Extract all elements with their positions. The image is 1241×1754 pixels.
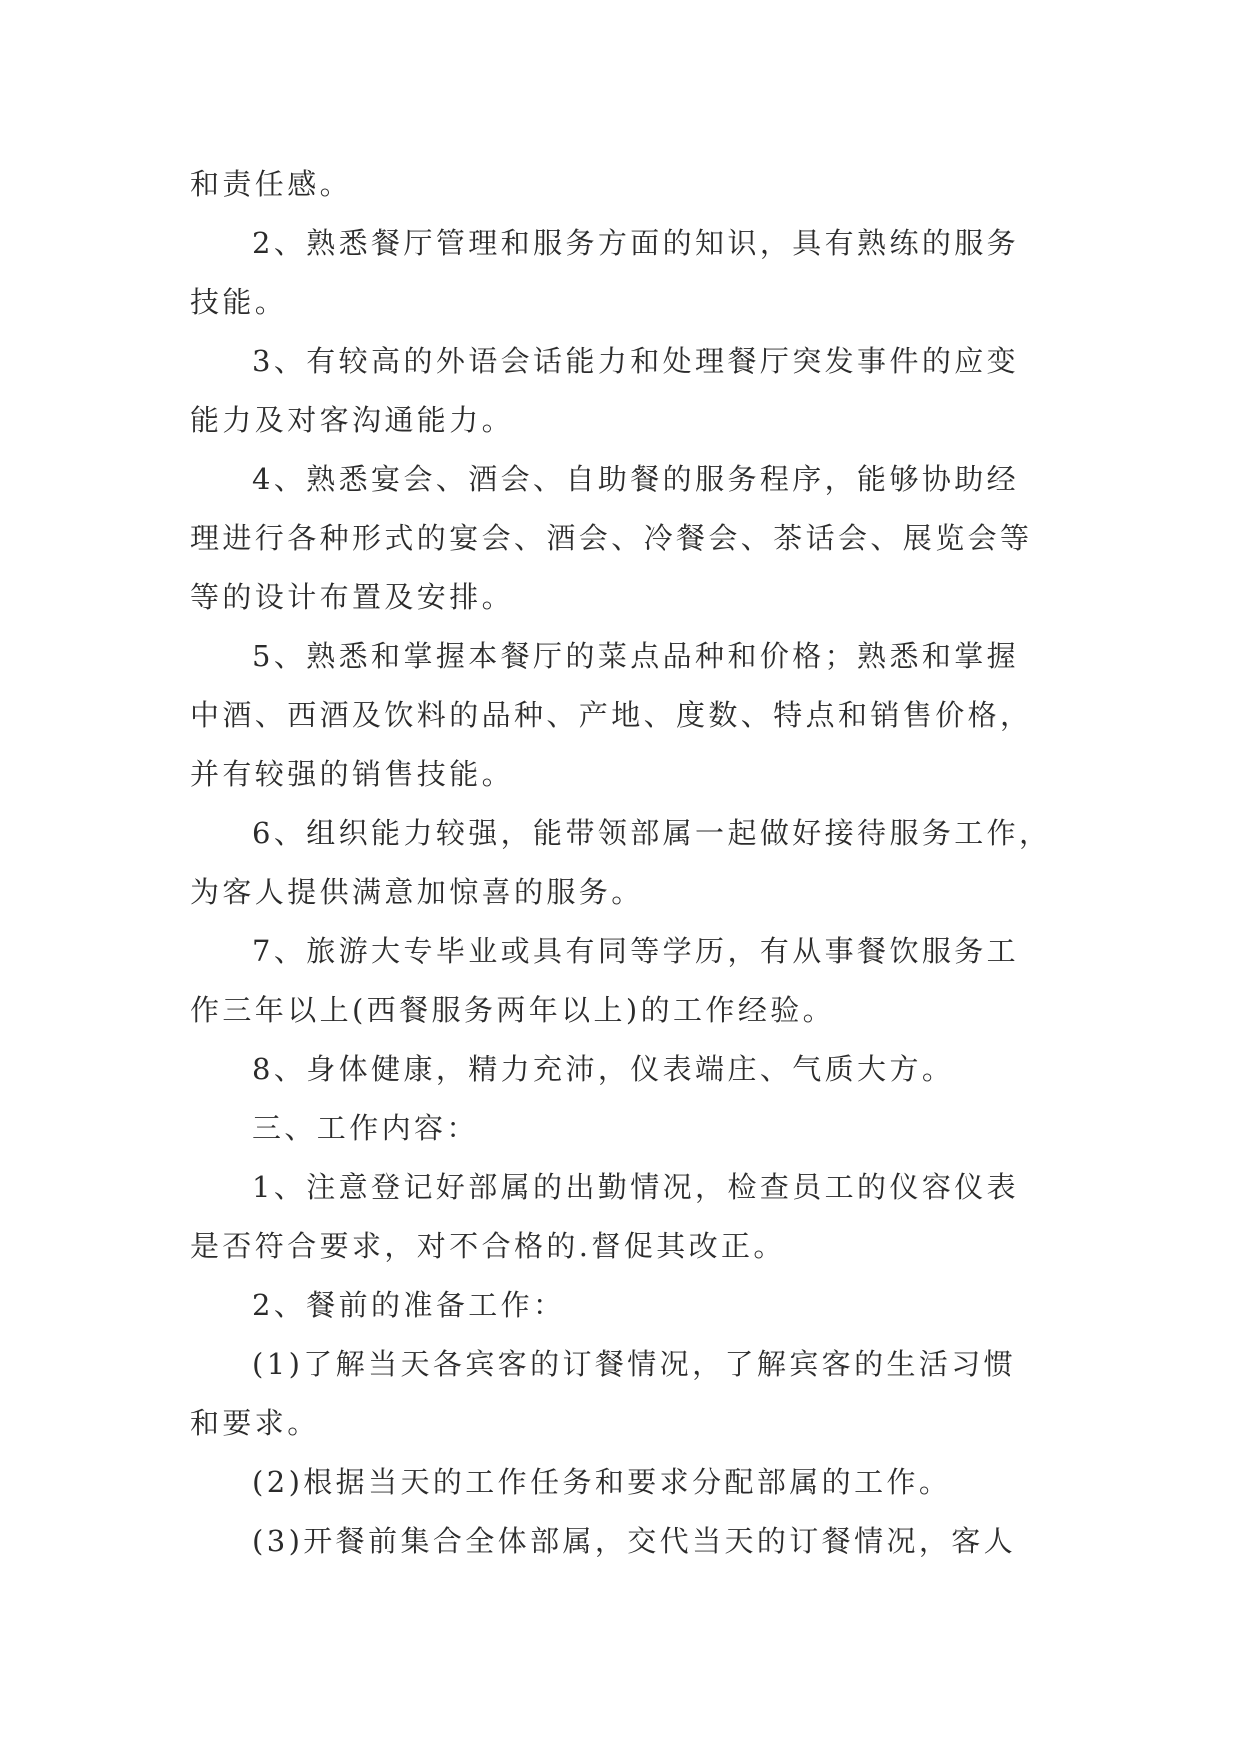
text-line: 3、有较高的外语会话能力和处理餐厅突发事件的应变 [252, 344, 1020, 378]
document-body [190, 155, 1070, 1571]
text-line: 2、熟悉餐厅管理和服务方面的知识，具有熟练的服务 [252, 226, 1020, 260]
text-line: 1、注意登记好部属的出勤情况，检查员工的仪容仪表 [252, 1170, 1020, 1204]
text-line: 并有较强的销售技能。 [190, 757, 515, 791]
text-line: 理进行各种形式的宴会、酒会、冷餐会、茶话会、展览会等 [190, 521, 1033, 555]
text-line: (3)开餐前集合全体部属，交代当天的订餐情况，客人 [252, 1524, 1017, 1558]
text-line: (1)了解当天各宾客的订餐情况，了解宾客的生活习惯 [252, 1347, 1017, 1381]
text-line: (2)根据当天的工作任务和要求分配部属的工作。 [252, 1465, 952, 1499]
text-line: 5、熟悉和掌握本餐厅的菜点品种和价格；熟悉和掌握 [252, 639, 1020, 673]
text-line: 为客人提供满意加惊喜的服务。 [190, 875, 644, 909]
text-line: 技能。 [190, 285, 288, 319]
text-line: 等的设计布置及安排。 [190, 580, 515, 614]
text-line: 中酒、西酒及饮料的品种、产地、度数、特点和销售价格， [190, 698, 1033, 732]
section-heading: 三、工作内容： [252, 1111, 479, 1145]
text-line: 7、旅游大专毕业或具有同等学历，有从事餐饮服务工 [252, 934, 1020, 968]
text-line: 和要求。 [190, 1406, 320, 1440]
text-line: 2、餐前的准备工作： [252, 1288, 566, 1322]
text-line: 4、熟悉宴会、酒会、自助餐的服务程序，能够协助经 [252, 462, 1020, 496]
text-line: 是否符合要求，对不合格的.督促其改正。 [190, 1229, 786, 1263]
text-line: 6、组织能力较强，能带领部属一起做好接待服务工作， [252, 816, 1052, 850]
text-line: 8、身体健康，精力充沛，仪表端庄、气质大方。 [252, 1052, 955, 1086]
text-line: 能力及对客沟通能力。 [190, 403, 515, 437]
text-line: 作三年以上(西餐服务两年以上)的工作经验。 [190, 993, 836, 1027]
text-line: 和责任感。 [190, 167, 353, 201]
